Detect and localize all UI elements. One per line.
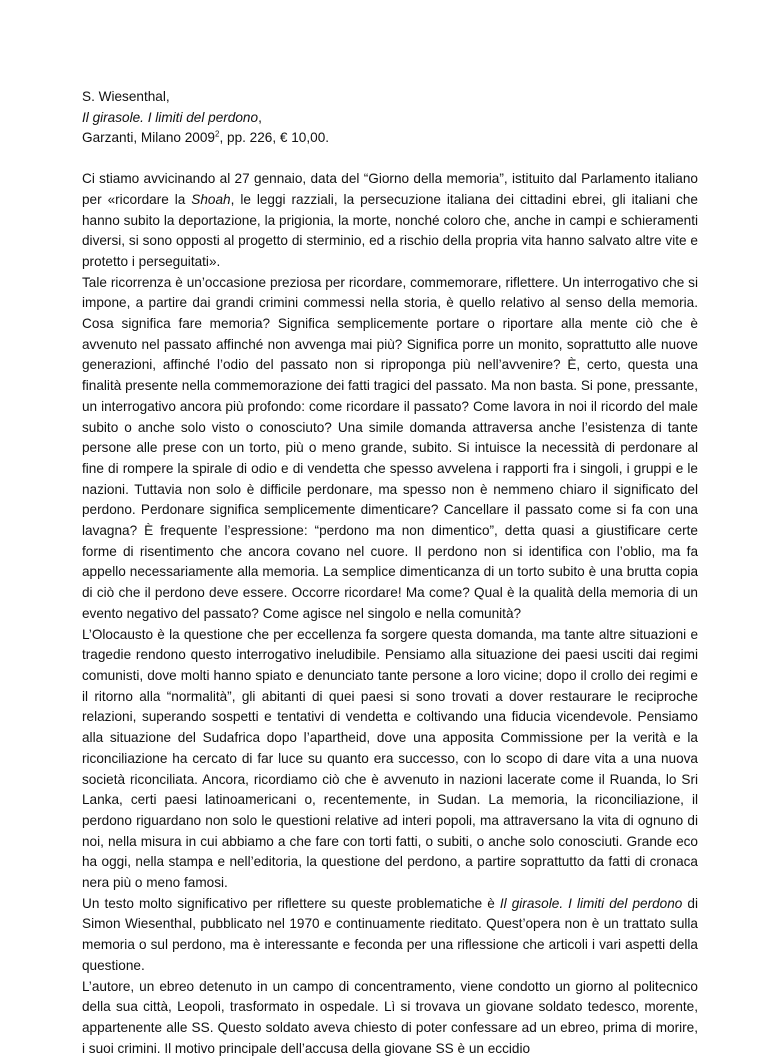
citation-title-suffix: , xyxy=(258,109,262,125)
italic-text: Shoah xyxy=(191,191,231,207)
citation-pages-price: , pp. 226, € 10,00. xyxy=(219,130,330,146)
text-run: L’Olocausto è la questione che per eccellenza fa sorgere questa domanda, ma tante altre situazioni e tragedie rendono questo interrogativo ineludibile. Pensiamo alla situazione dei paesi usciti dai regimi comunisti, dove molti hanno spiato e denunciato tante persone a loro vicine; dopo il crollo dei regimi e il ritorno alla “normalità”, gli abitanti di quei paesi si sono trovati a dover restaurare le reciproche relazioni, superando sospetti e tentativi di vendetta e coltivando una fiducia vicendevole. Pensiamo alla situazione del Sudafrica dopo l’apartheid, dove una apposita Commissione per la verità e la riconciliazione ha cercato di far luce su quanto era successo, con lo scopo di dare vita a una nuova società riconciliata. Ancora, ricordiamo ciò che è avvenuto in nazioni lacerate come il Ruanda, lo Sri Lanka, certi paesi latinoamericani o, recentemente, in Sudan. La memoria, la riconciliazione, il perdono riguardano non solo le questioni relative ad interi popoli, ma attraversano la vita di ognuno di noi, nella misura in cui abbiamo a che fare con torti fatti, o subiti, o anche solo conosciuti. Grande eco ha oggi, nella stampa e nell’editoria, la questione del perdono, a partire soprattutto da fatti di cronaca nera più o meno famosi. xyxy=(82,626,698,891)
paragraph xyxy=(82,273,698,625)
paragraph xyxy=(82,977,698,1059)
citation-author: S. Wiesenthal, xyxy=(82,89,170,104)
text-run: di Simon Wiesenthal, pubblicato nel 1970 e continuamente rieditato. Quest’opera non è un trattato sulla memoria o sul perdono, ma è interessante e feconda per una riflessione che articoli i vari aspetti della questione. xyxy=(82,895,698,973)
paragraph xyxy=(82,625,698,894)
paragraph xyxy=(82,169,698,273)
document-page xyxy=(82,87,698,1059)
text-run: Tale ricorrenza è un’occasione preziosa per ricordare, commemorare, riflettere. Un interrogativo che si impone, a partire dai grandi crimini commessi nella storia, è quello relativo al senso della memoria. Cosa significa fare memoria? Significa semplicemente portare o riportare alla mente ciò che è avvenuto nel passato affinché non avvenga mai più? Significa porre un monito, soprattutto alle nuove generazioni, affinché l’odio del passato non si riproponga più nell’avvenire? È, certo, questa una finalità presente nella commemorazione dei fatti tragici del passato. Ma non basta. Si pone, pressante, un interrogativo ancora più profondo: come ricordare il passato? Come lavora in noi il ricordo del male subito o anche solo visto o conosciuto? Una simile domanda attraversa anche l’esistenza di tante persone alle prese con un torto, più o meno grande, subito. Si intuisce la necessità di perdonare al fine di rompere la spirale di odio e di vendetta che spesso avvelena i rapporti fra i singoli, i gruppi e le nazioni. Tuttavia non solo è difficile perdonare, ma spesso non è nemmeno chiaro il significato del perdono. Perdonare significa semplicemente dimenticare? Cancellare il passato come si fa con una lavagna? È frequente l’espressione: “perdono ma non dimentico”, detta quasi a giustificare certe forme di risentimento che ancora covano nel cuore. Il perdono non si identifica con l’oblio, ma fa appello necessariamente alla memoria. La semplice dimenticanza di un torto subito è una brutta copia di ciò che il perdono deve essere. Occorre ricordare! Ma come? Qual è la qualità della memoria di un evento negativo del passato? Come agisce nel singolo e nella comunità? xyxy=(82,274,698,621)
citation-title-line xyxy=(82,108,698,129)
paragraph xyxy=(82,894,698,977)
citation-edition: 2 xyxy=(215,129,220,139)
text-run: Ci stiamo avvicinando al 27 gennaio, data del “Giorno della memoria”, istituito dal Parlamento italiano per «ricordare la xyxy=(82,171,698,207)
body-text xyxy=(82,169,698,1059)
citation-publisher-line xyxy=(82,128,698,149)
citation-title: Il girasole. I limiti del perdono xyxy=(82,109,259,125)
text-run: , le leggi razziali, la persecuzione italiana dei cittadini ebrei, gli italiani che hanno subito la deportazione, la prigionia, la morte, nonché coloro che, anche in campi e schieramenti diversi, si sono opposti al progetto di sterminio, ed a rischio della propria vita hanno salvato altre vite e protetto i perseguitati». xyxy=(82,191,698,269)
citation-publisher: Garzanti, Milano 2009 xyxy=(82,130,215,146)
text-run: L’autore, un ebreo detenuto in un campo di concentramento, viene condotto un giorno al politecnico della sua città, Leopoli, trasformato in ospedale. Lì si trovava un giovane soldato tedesco, morente, appartenente alle SS. Questo soldato aveva chiesto di poter confessare ad un ebreo, prima di morire, i suoi crimini. Il motivo principale dell’accusa della giovane SS è un eccidio xyxy=(82,978,698,1056)
text-run: Un testo molto significativo per riflettere su queste problematiche è xyxy=(82,895,500,911)
italic-text: Il girasole. I limiti del perdono xyxy=(499,895,683,911)
book-citation xyxy=(82,87,698,149)
